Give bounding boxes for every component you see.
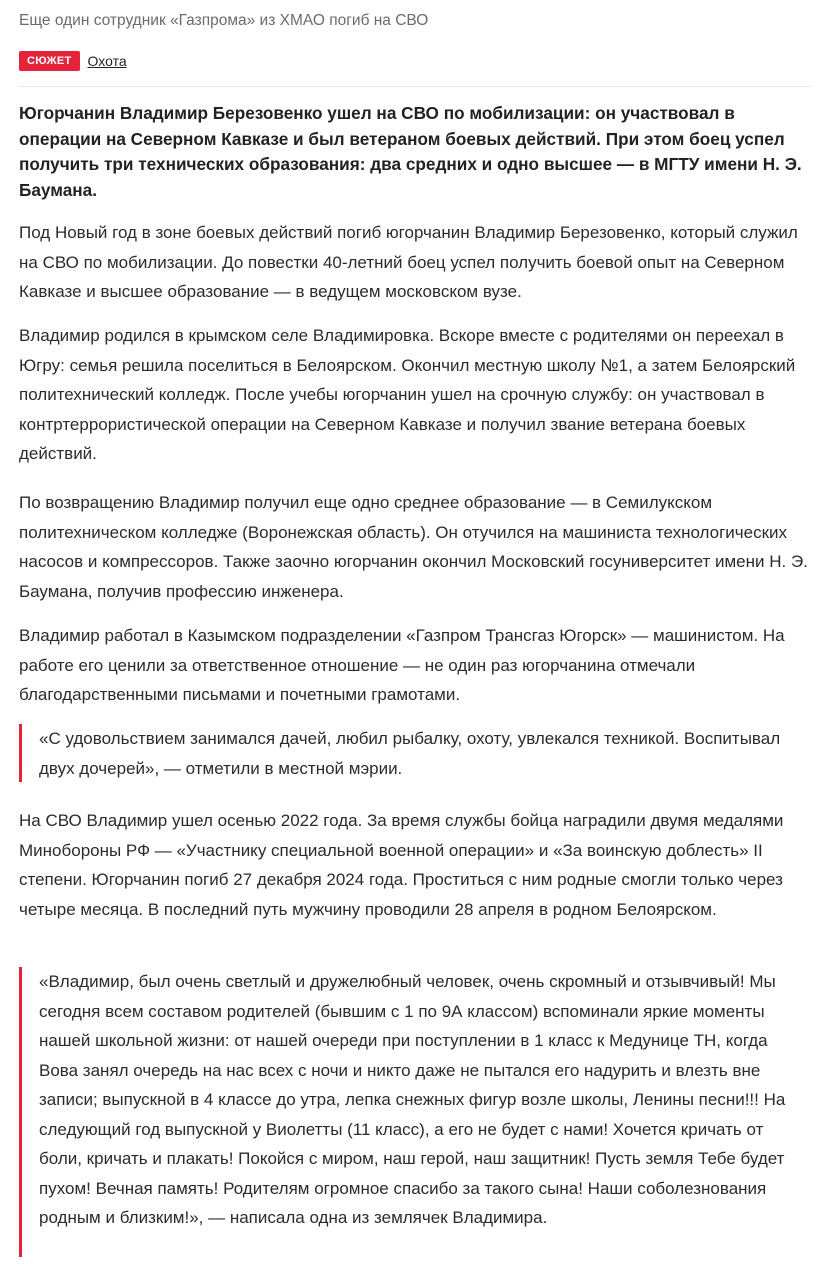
paragraph-2: Владимир родился в крымском селе Владимировка. Вскоре вместе с родителями он переехал в Югру: семья решила поселиться в Белоярском. Окончил местную школу №1, а затем Белоярский политехнический колледж. После учебы югорчанин ушел на срочную службу: он участвовал в контртеррористической операции на Северном Кавказе и получил звание ветерана боевых действий.	[19, 326, 796, 463]
page-title: Еще один сотрудник «Газпрома» из ХМАО погиб на СВО	[19, 12, 429, 29]
paragraph-5: На СВО Владимир ушел осенью 2022 года. За время службы бойца наградили двумя медалями Минобороны РФ — «Участнику специальной военной операции» и «За воинскую доблесть» II степени. Югорчанин погиб 27 декабря 2024 года. Проститься с ним родные смогли только через четыре месяца. В последний путь мужчину проводили 28 апреля в родном Белоярском.	[19, 811, 784, 919]
story-tag-link[interactable]: Охота	[87, 53, 127, 69]
blockquote-1	[19, 724, 811, 782]
story-tag-row	[19, 50, 127, 72]
blockquote-2-text: «Владимир, был очень светлый и дружелюбный человек, очень скромный и отзывчивый! Мы сегодня всем составом родителей (бывшим с 1 по 9А классом) вспоминали яркие моменты нашей школьной жизни: от нашей очереди при поступлении в 1 класс к Медунице ТН, когда Вова занял очередь на нас всех с ночи и никто даже не пытался его надурить и влезть вне записи; выпускной в 4 классе до утра, лепка снежных фигур возле школы, Ленины песни!!! На следующий год выпускной у Виолетты (11 класс), а его не будет с нами! Хочется кричать от боли, кричать и плакать! Покойся с миром, наш герой, наш защитник! Пусть земля Тебе будет пухом! Вечная память! Родителям огромное спасибо за такого сына! Наши соболезнования родным и близким!», — написала одна из землячек Владимира.	[39, 972, 786, 1227]
article-lead: Югорчанин Владимир Березовенко ушел на СВО по мобилизации: он участвовал в операции на Северном Кавказе и был ветераном боевых действий. При этом боец успел получить три технических образования: два средних и одно высшее — в МГТУ имени Н. Э. Баумана.	[19, 103, 802, 200]
paragraph-1: Под Новый год в зоне боевых действий погиб югорчанин Владимир Березовенко, который служил на СВО по мобилизации. До повестки 40-летний боец успел получить боевой опыт на Северном Кавказе и высшее образование — в ведущем московском вузе.	[19, 223, 798, 301]
paragraph-4: Владимир работал в Казымском подразделении «Газпром Трансгаз Югорск» — машинистом. На работе его ценили за ответственное отношение — не один раз югорчанина отмечали благодарственными письмами и почетными грамотами.	[19, 626, 785, 704]
blockquote-2	[19, 967, 811, 1257]
header-divider	[19, 86, 811, 87]
story-badge[interactable]: СЮЖЕТ	[19, 51, 80, 71]
blockquote-1-text: «С удовольствием занимался дачей, любил рыбалку, охоту, увлекался техникой. Воспитывал двух дочерей», — отметили в местной мэрии.	[39, 729, 781, 778]
paragraph-3: По возвращению Владимир получил еще одно среднее образование — в Семилукском политехническом колледже (Воронежская область). Он отучился на машиниста технологических насосов и компрессоров. Также заочно югорчанин окончил Московский госуниверситет имени Н. Э. Баумана, получив профессию инженера.	[19, 493, 808, 601]
